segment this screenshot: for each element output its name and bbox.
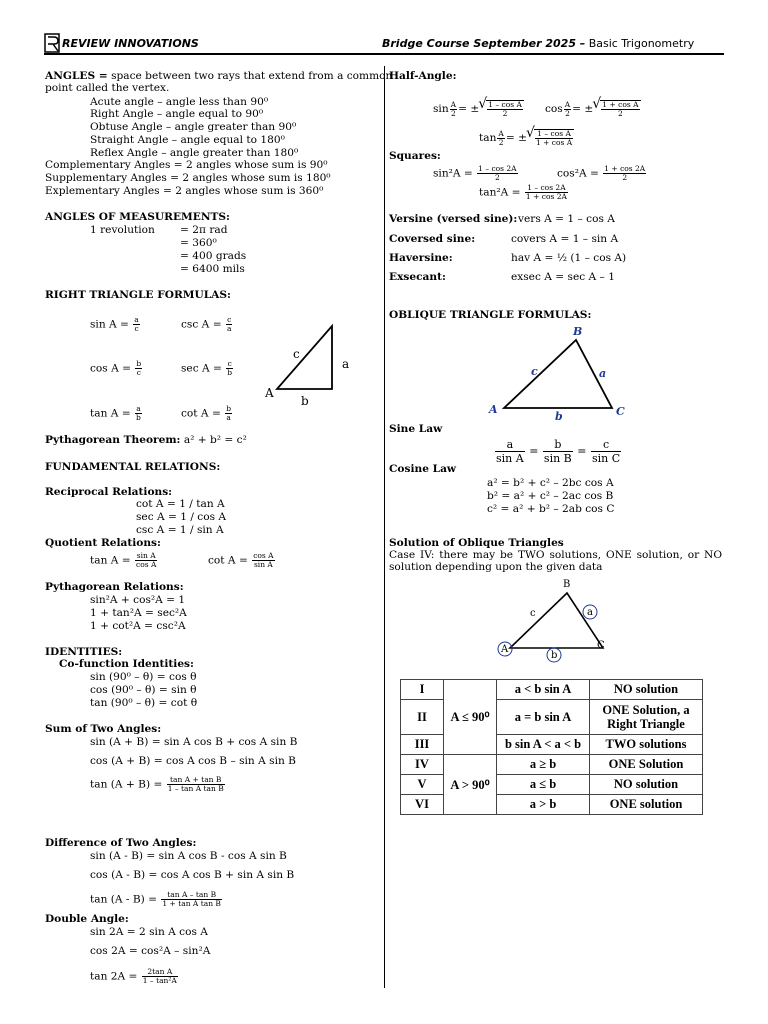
double-angle-title: Double Angle:	[45, 913, 129, 925]
table-row: IV A > 90⁰ a ≥ b ONE Solution	[401, 755, 703, 775]
lhs: csc A =	[181, 318, 222, 331]
difference-title: Difference of Two Angles:	[45, 837, 197, 849]
vertex-label-B: B	[563, 579, 571, 590]
angle-type: Reflex Angle – angle greater than 180⁰	[90, 147, 299, 159]
formula-tan	[90, 405, 143, 422]
fraction: $\frac{\text{cos A}}{\text{sin A}}$	[253, 551, 274, 569]
pythagorean-relations-title: Pythagorean Relations:	[45, 581, 184, 593]
versine-label: Versine (versed sine):	[389, 213, 518, 225]
lhs: tan A =	[90, 407, 131, 420]
cofunction-identity: cos (90⁰ – θ) = sin θ	[90, 684, 197, 696]
angles-def-text: space between two rays that extend from a common	[111, 70, 393, 82]
fraction: $\frac{\text{2tan A}}{\text{1 – tan²A}}$	[142, 967, 177, 985]
exsecant-eq: exsec A = sec A – 1	[511, 271, 615, 283]
table-row: VI a > b ONE solution	[401, 795, 703, 815]
cosine-law-title: Cosine Law	[389, 463, 457, 475]
formula-cos	[90, 360, 143, 377]
solution-title: Solution of Oblique Triangles	[389, 537, 564, 549]
fraction: $\frac{a}{c}$	[134, 315, 139, 333]
side-label-a: a	[587, 607, 593, 618]
sine-law-eq: $\frac{a}{\text{sin A}}$ = $\frac{b}{\text{sin B}}$ = $\frac{c}{\text{sin C}}$	[496, 438, 621, 465]
oblique-triangle-diagram	[484, 322, 634, 422]
revolution-value: = 400 grads	[180, 250, 247, 262]
revolution-value: = 360⁰	[180, 237, 217, 249]
square-tan: tan²A = $\frac{1 - \cos 2A}{1 + \cos 2A}$	[479, 183, 567, 201]
pythagorean-relation: sin²A + cos²A = 1	[90, 594, 186, 606]
angle-pair: Complementary Angles = 2 angles whose sum is 90⁰	[45, 159, 328, 171]
double-tan	[90, 968, 179, 985]
side-label-c: c	[293, 347, 300, 361]
table-row: II a = b sin A ONE Solution, a Right Triangle	[401, 700, 703, 735]
quotient-title: Quotient Relations:	[45, 537, 161, 549]
angles-def-label: ANGLES =	[45, 70, 108, 82]
diff-tan	[90, 891, 223, 908]
angles-def-line2: point called the vertex.	[45, 82, 170, 94]
double-cos: cos 2A = cos²A – sin²A	[90, 945, 211, 957]
vertex-label-B: B	[573, 325, 583, 338]
fraction: $\frac{c}{a}$	[226, 315, 232, 333]
angle-type: Straight Angle – angle equal to 180⁰	[90, 134, 285, 146]
angle-type: Right Angle – angle equal to 90⁰	[90, 108, 264, 120]
half-angle-title: Half-Angle:	[389, 70, 457, 82]
side-label-c: c	[530, 608, 536, 619]
formula-sin	[90, 316, 141, 333]
sum-sin: sin (A + B) = sin A cos B + cos A sin B	[90, 736, 298, 748]
side-label-b: b	[301, 394, 309, 408]
sum-cos: cos (A + B) = cos A cos B – sin A sin B	[90, 755, 296, 767]
fraction: $\frac{\text{tan A – tan B}}{\text{1 + tan A tan B}}$	[162, 890, 221, 908]
half-angle-cos: cos $\frac{A}{2}$ = ± √ $\frac{\text{1 + cos A}}{2}$	[545, 100, 641, 118]
side-label-b: b	[551, 650, 558, 661]
cosine-law-eq: c² = a² + b² – 2ab cos C	[487, 503, 615, 515]
exsecant-label: Exsecant:	[389, 271, 446, 283]
haversine-label: Haversine:	[389, 252, 453, 264]
vertex-label-C: C	[616, 405, 625, 418]
pythagorean-eq: a² + b² = c²	[183, 434, 247, 446]
section-title-oblique: OBLIQUE TRIANGLE FORMULAS:	[389, 309, 592, 321]
coversine-eq: covers A = 1 – sin A	[511, 233, 619, 245]
section-title-measurement: ANGLES OF MEASUREMENTS:	[45, 211, 230, 223]
solution-table	[400, 679, 703, 815]
sine-law-title: Sine Law	[389, 423, 443, 435]
lhs: tan 2A =	[90, 970, 138, 983]
lhs: tan (A - B) =	[90, 893, 158, 906]
cofunction-identity: tan (90⁰ – θ) = cot θ	[90, 697, 198, 709]
logo-icon	[44, 33, 64, 53]
fraction: $\frac{b}{c}$	[136, 359, 142, 377]
case-triangle-diagram	[494, 576, 614, 666]
cosine-law-eq: b² = a² + c² – 2ac cos B	[487, 490, 614, 502]
reciprocal-title: Reciprocal Relations:	[45, 486, 173, 498]
right-triangle-diagram	[260, 318, 360, 410]
angle-type: Acute angle – angle less than 90⁰	[90, 96, 269, 108]
revolution-label: 1 revolution	[90, 224, 155, 236]
angle-pair: Explementary Angles = 2 angles whose sum is 360⁰	[45, 185, 324, 197]
lhs: cot A =	[181, 407, 221, 420]
quotient-cot	[208, 552, 276, 569]
fraction: $\frac{b}{a}$	[226, 404, 232, 422]
revolution-value: = 2π rad	[180, 224, 228, 236]
side-label-c: c	[531, 365, 538, 378]
diff-cos: cos (A - B) = cos A cos B + sin A sin B	[90, 869, 295, 881]
angle-pair: Supplementary Angles = 2 angles whose sum is 180⁰	[45, 172, 331, 184]
formula-sec	[181, 360, 234, 377]
section-title-identities: IDENTITIES:	[45, 646, 123, 658]
section-title-right-triangle: RIGHT TRIANGLE FORMULAS:	[45, 289, 231, 301]
versine-eq: vers A = 1 – cos A	[518, 213, 615, 225]
case-text: Case IV: there may be TWO solutions, ONE solution, or NO solution depending upon the given data	[389, 549, 722, 573]
lhs: sin A =	[90, 318, 129, 331]
side-label-a: a	[342, 357, 350, 371]
vertex-label-A: A	[265, 386, 274, 400]
haversine-eq: hav A = ½ (1 – cos A)	[511, 252, 627, 264]
squares-title: Squares:	[389, 150, 441, 162]
table-row: I A ≤ 90⁰ a < b sin A NO solution	[401, 680, 703, 700]
formula-cot	[181, 405, 233, 422]
quotient-tan	[90, 552, 158, 569]
reciprocal-formula: cot A = 1 / tan A	[136, 498, 225, 510]
fraction: $\frac{a}{b}$	[136, 404, 141, 422]
header-rule	[44, 53, 724, 55]
double-sin: sin 2A = 2 sin A cos A	[90, 926, 208, 938]
fraction: $\frac{\text{sin A}}{\text{cos A}}$	[136, 551, 157, 569]
section-title-fundamental: FUNDAMENTAL RELATIONS:	[45, 461, 221, 473]
side-label-a: a	[599, 367, 607, 380]
brand-name: REVIEW INNOVATIONS	[62, 37, 199, 50]
vertex-label-C: C	[597, 640, 605, 651]
diff-sin: sin (A - B) = sin A cos B - cos A sin B	[90, 850, 287, 862]
lhs: sec A =	[181, 362, 222, 375]
half-angle-tan: tan $\frac{A}{2}$ = ± √ $\frac{\text{1 – cos A}}{\text{1 + cos A}}$	[479, 129, 574, 147]
cofunction-identity: sin (90⁰ – θ) = cos θ	[90, 671, 197, 683]
column-divider	[384, 66, 385, 988]
fraction: $\frac{\text{tan A + tan B}}{\text{1 – tan A tan B}}$	[167, 775, 224, 793]
cofunction-title: Co-function Identities:	[59, 658, 194, 670]
formula-csc	[181, 316, 233, 333]
sum-title: Sum of Two Angles:	[45, 723, 162, 735]
pythagorean-relation: 1 + tan²A = sec²A	[90, 607, 187, 619]
topic-title: Basic Trigonometry	[588, 37, 695, 50]
coversine-label: Coversed sine:	[389, 233, 476, 245]
table-row: V a ≤ b NO solution	[401, 775, 703, 795]
sum-tan	[90, 776, 226, 793]
table-row: III b sin A < a < b TWO solutions	[401, 735, 703, 755]
reciprocal-formula: sec A = 1 / cos A	[136, 511, 227, 523]
pythagorean-label: Pythagorean Theorem:	[45, 434, 181, 446]
half-angle-sin: sin $\frac{A}{2}$ = ± √ $\frac{\text{1 – cos A}}{2}$	[433, 100, 524, 118]
side-label-b: b	[555, 410, 563, 422]
vertex-label-A: A	[501, 644, 509, 655]
pythagorean-relation: 1 + cot²A = csc²A	[90, 620, 186, 632]
fraction: $\frac{c}{b}$	[227, 359, 233, 377]
square-cos: cos²A = $\frac{1 + \cos 2A}{2}$	[557, 164, 646, 182]
reciprocal-formula: csc A = 1 / sin A	[136, 524, 224, 536]
vertex-label-A: A	[489, 403, 498, 416]
angle-type: Obtuse Angle – angle greater than 90⁰	[90, 121, 297, 133]
lhs: tan (A + B) =	[90, 778, 163, 791]
square-sin: sin²A = $\frac{1 - \cos 2A}{2}$	[433, 164, 517, 182]
lhs: cot A =	[208, 554, 248, 567]
revolution-value: = 6400 mils	[180, 263, 245, 275]
cosine-law-eq: a² = b² + c² – 2bc cos A	[487, 477, 614, 489]
course-title: Bridge Course September 2025 –	[382, 37, 586, 50]
lhs: tan A =	[90, 554, 131, 567]
lhs: cos A =	[90, 362, 132, 375]
